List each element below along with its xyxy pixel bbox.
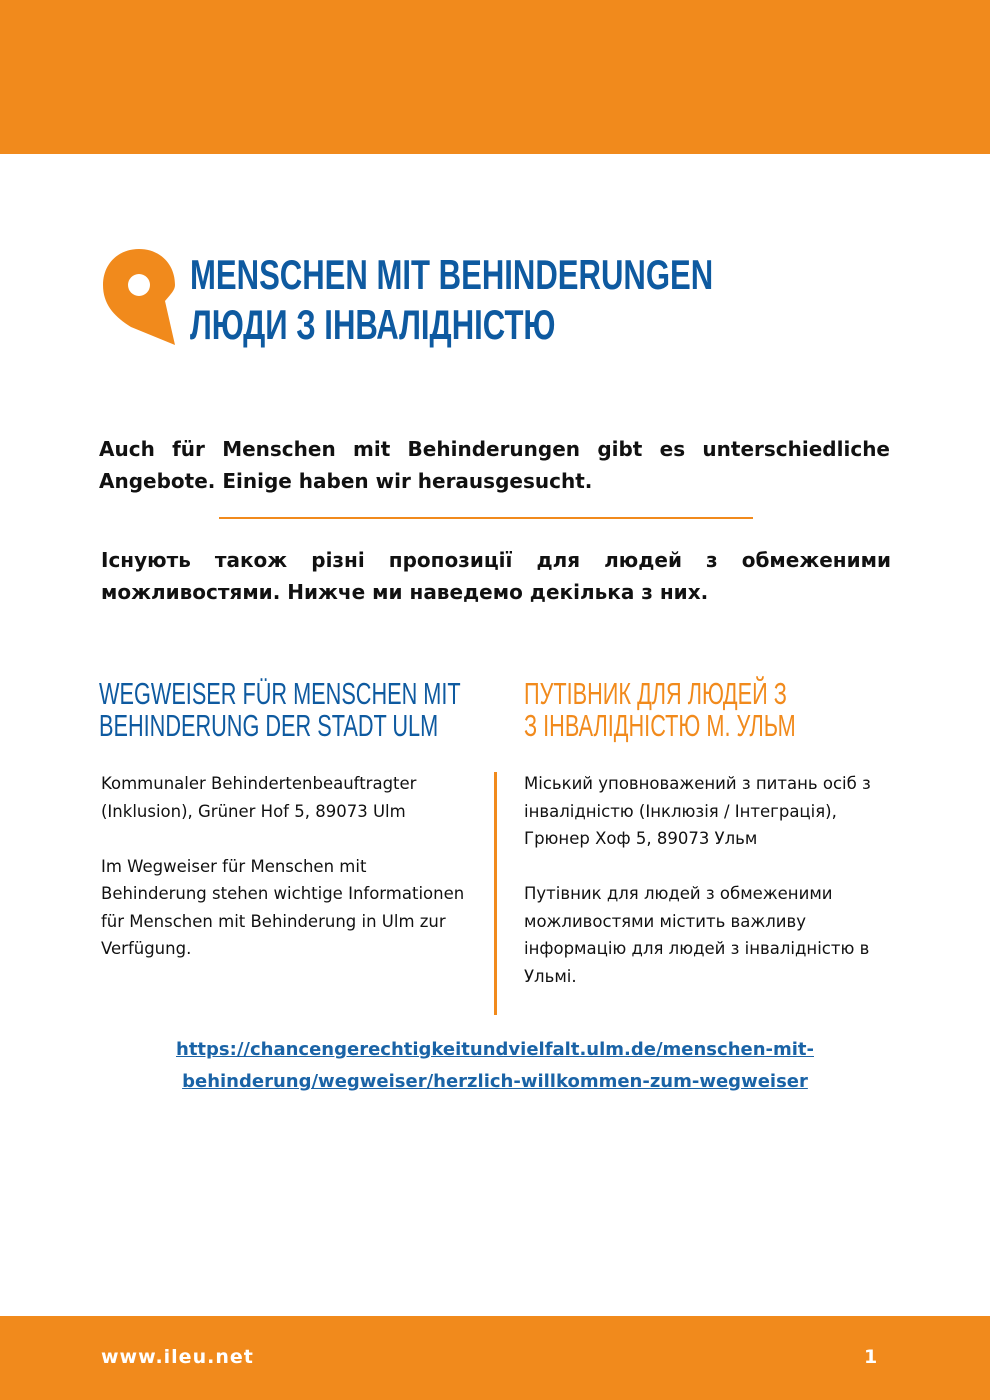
- page-title: [190, 250, 713, 350]
- top-banner: [0, 0, 990, 154]
- column-ukrainian: [524, 770, 899, 990]
- title-line-de: MENSCHEN MIT BEHINDERUNGEN: [190, 251, 714, 298]
- column-divider: [494, 772, 497, 1015]
- address-german: Kommunaler Behindertenbeauftragter (Inklusion), Grüner Hof 5, 89073 Ulm: [101, 774, 417, 821]
- heading-ukrainian: [524, 678, 796, 742]
- page-number: 1: [864, 1346, 878, 1368]
- intro-german: Auch für Menschen mit Behinderungen gibt es unterschiedliche Angebote. Einige haben wir herausgesucht.: [99, 437, 890, 493]
- column-german: [101, 770, 476, 963]
- divider-line: [219, 517, 753, 519]
- heading-ukrainian-line1: ПУТІВНИК ДЛЯ ЛЮДЕЙ З: [524, 676, 787, 711]
- heading-german-line2: BEHINDERUNG DER STADT ULM: [99, 708, 439, 743]
- address-ukrainian: Міський уповноважений з питань осіб з інвалідністю (Інклюзія / Інтеграція), Грюнер Хоф 5, 89073 Ульм: [524, 774, 871, 848]
- description-ukrainian: Путівник для людей з обмеженими можливостями містить важливу інформацію для людей з інвалідністю в Ульмі.: [524, 884, 870, 986]
- link-line2[interactable]: behinderung/wegweiser/herzlich-willkommen-zum-wegweiser: [182, 1071, 808, 1092]
- heading-german-line1: WEGWEISER FÜR MENSCHEN MIT: [99, 676, 461, 711]
- link-line1[interactable]: https://chancengerechtigkeitundvielfalt.ulm.de/menschen-mit-: [176, 1039, 814, 1060]
- title-line-uk: ЛЮДИ З ІНВАЛІДНІСТЮ: [190, 301, 556, 348]
- intro-ukrainian: Існують також різні пропозиції для людей з обмеженими можливостями. Нижче ми наведемо декілька з них.: [101, 548, 891, 604]
- heading-ukrainian-line2: З ІНВАЛІДНІСТЮ М. УЛЬМ: [524, 708, 796, 743]
- description-german: Im Wegweiser für Menschen mit Behinderung stehen wichtige Informationen für Menschen mit Behinderung in Ulm zur Verfügung.: [101, 856, 465, 958]
- footer-website: www.ileu.net: [101, 1346, 254, 1368]
- wegweiser-link[interactable]: [120, 1034, 870, 1098]
- location-pin-icon: [101, 247, 177, 347]
- heading-german: [99, 678, 461, 742]
